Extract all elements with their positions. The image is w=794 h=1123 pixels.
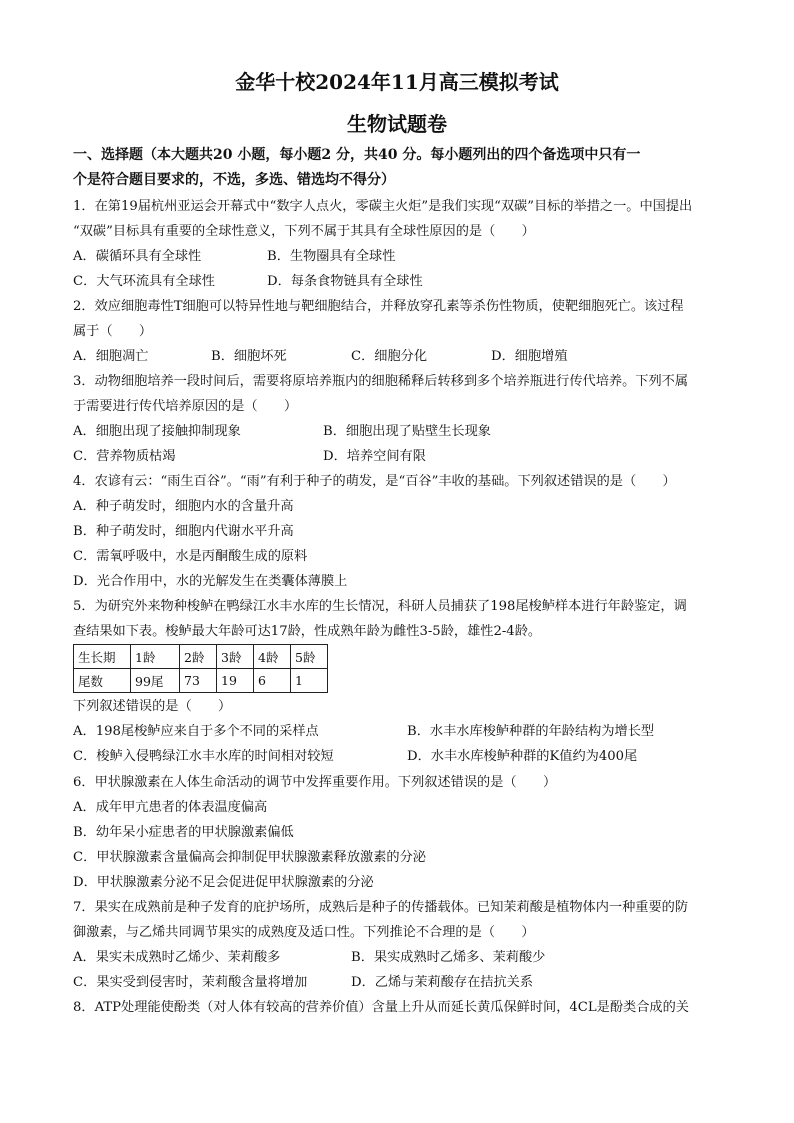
q2-stem-line1: 2．效应细胞毒性T细胞可以特异性地与靶细胞结合，并释放穿孔素等杀伤性物质，使靶细胞死亡。该过程	[73, 299, 684, 314]
q6-option-a: A．成年甲亢患者的体表温度偏高	[73, 800, 268, 815]
age-structure-table	[73, 644, 328, 693]
q7-stem-line2: 御激素，与乙烯共同调节果实的成熟度及适口性。下列推论不合理的是（ ）	[73, 925, 535, 940]
table-cell: 生长期	[74, 645, 131, 669]
q4-stem-line1: 4．农谚有云：“雨生百谷”。“雨”有利于种子的萌发，是“百谷”丰收的基础。下列叙述错误的是（ ）	[73, 474, 676, 489]
q4-option-c: C．需氧呼吸中，水是丙酮酸生成的原料	[73, 549, 308, 564]
q2-option-b: B．细胞坏死	[211, 349, 287, 364]
q1-option-a: A．碳循环具有全球性	[73, 249, 202, 264]
exam-title: 金华十校2024年11月高三模拟考试	[235, 70, 559, 94]
q5-option-c: C．梭鲈入侵鸭绿江水丰水库的时间相对较短	[73, 749, 334, 764]
q1-option-c: C．大气环流具有全球性	[73, 274, 215, 289]
q1-stem-line1: 1．在第19届杭州亚运会开幕式中“数字人点火，零碳主火炬”是我们实现“双碳”目标的举措之一。中国提出	[73, 199, 693, 214]
q7-option-b: B．果实成熟时乙烯多、茉莉酸少	[351, 950, 546, 965]
q3-stem-line2: 于需要进行传代培养原因的是（ ）	[73, 399, 298, 414]
q2-option-a: A．细胞凋亡	[73, 349, 149, 364]
q5-stem-line1: 5．为研究外来物种梭鲈在鸭绿江水丰水库的生长情况，科研人员捕获了198尾梭鲈样本进行年龄鉴定，调	[73, 599, 687, 614]
q3-stem-line1: 3．动物细胞培养一段时间后，需要将原培养瓶内的细胞稀释后转移到多个培养瓶进行传代培养。下列不属	[73, 374, 689, 389]
q3-option-b: B．细胞出现了贴壁生长现象	[323, 424, 491, 439]
q4-option-a: A．种子萌发时，细胞内水的含量升高	[73, 499, 294, 514]
table-cell: 99尾	[131, 669, 180, 693]
table-cell: 3龄	[217, 645, 254, 669]
q3-option-a: A．细胞出现了接触抑制现象	[73, 424, 241, 439]
table-cell: 尾数	[74, 669, 131, 693]
table-cell: 6	[254, 669, 291, 693]
q7-option-d: D．乙烯与茉莉酸存在拮抗关系	[351, 975, 534, 990]
table-cell: 5龄	[291, 645, 328, 669]
q6-option-d: D．甲状腺激素分泌不足会促进促甲状腺激素的分泌	[73, 875, 374, 890]
table-row	[74, 669, 328, 693]
section-heading-line2: 个是符合题目要求的，不选，多选、错选均不得分）	[73, 172, 395, 188]
q4-option-b: B．种子萌发时，细胞内代谢水平升高	[73, 524, 294, 539]
q7-stem-line1: 7．果实在成熟前是种子发育的庇护场所，成熟后是种子的传播载体。已知茉莉酸是植物体内一种重要的防	[73, 900, 689, 915]
table-cell: 2龄	[180, 645, 217, 669]
q2-option-c: C．细胞分化	[351, 349, 428, 364]
q2-option-d: D．细胞增殖	[491, 349, 568, 364]
table-cell: 1	[291, 669, 328, 693]
q5-option-b: B．水丰水库梭鲈种群的年龄结构为增长型	[407, 724, 655, 739]
section-heading-line1: 一、选择题（本大题共20 小题，每小题2 分，共40 分。每小题列出的四个备选项中只有一	[73, 147, 641, 163]
table-cell: 1龄	[131, 645, 180, 669]
table-cell: 4龄	[254, 645, 291, 669]
q3-option-d: D．培养空间有限	[323, 449, 426, 464]
q1-option-d: D．每条食物链具有全球性	[267, 274, 423, 289]
q5-option-d: D．水丰水库梭鲈种群的K值约为400尾	[407, 749, 638, 764]
table-cell: 73	[180, 669, 217, 693]
q8-stem-line1: 8．ATP处理能使酚类（对人体有较高的营养价值）含量上升从而延长黄瓜保鲜时间，4CL是酚类合成的关	[73, 1000, 689, 1015]
q6-stem-line1: 6．甲状腺激素在人体生命活动的调节中发挥重要作用。下列叙述错误的是（ ）	[73, 775, 557, 790]
table-row	[74, 645, 328, 669]
q4-option-d: D．光合作用中，水的光解发生在类囊体薄膜上	[73, 574, 348, 589]
q5-option-a: A．198尾梭鲈应来自于多个不同的采样点	[73, 724, 319, 739]
q5-stem-line3: 下列叙述错误的是（ ）	[73, 699, 232, 714]
q3-option-c: C．营养物质枯竭	[73, 449, 176, 464]
q6-option-b: B．幼年呆小症患者的甲状腺激素偏低	[73, 825, 294, 840]
q1-stem-line2: “双碳”目标具有重要的全球性意义，下列不属于其具有全球性原因的是（ ）	[73, 224, 535, 239]
q1-option-b: B．生物圈具有全球性	[267, 249, 396, 264]
q2-stem-line2: 属于（ ）	[73, 324, 153, 339]
table-cell: 19	[217, 669, 254, 693]
q5-stem-line2: 查结果如下表。梭鲈最大年龄可达17龄，性成熟年龄为雌性3-5龄，雄性2-4龄。	[73, 624, 542, 639]
q7-option-a: A．果实未成熟时乙烯少、茉莉酸多	[73, 950, 281, 965]
q7-option-c: C．果实受到侵害时，茉莉酸含量将增加	[73, 975, 308, 990]
q6-option-c: C．甲状腺激素含量偏高会抑制促甲状腺激素释放激素的分泌	[73, 850, 426, 865]
exam-subtitle: 生物试题卷	[347, 112, 447, 136]
